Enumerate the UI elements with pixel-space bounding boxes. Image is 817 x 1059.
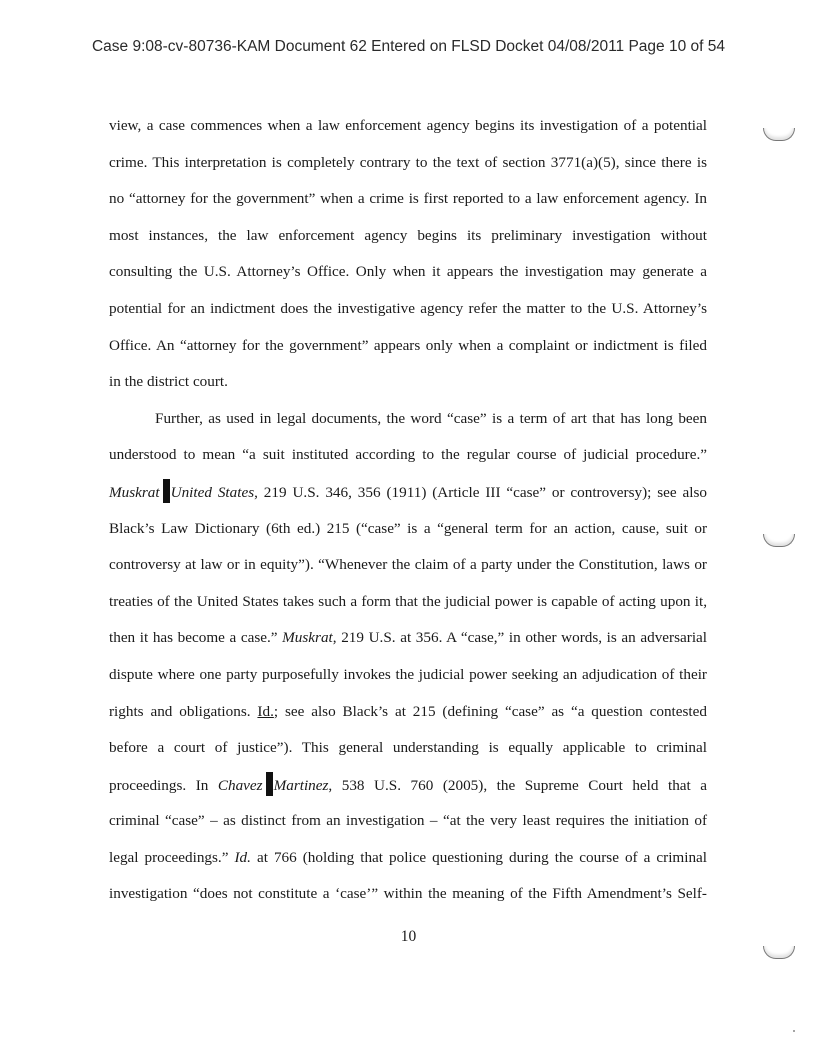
text-run: rights and obligations. — [109, 702, 258, 720]
id-citation: Id. — [234, 848, 251, 866]
body-line: consulting the U.S. Attorney’s Office. Only when it appears the investigation may generate a — [109, 263, 707, 281]
body-line: treaties of the United States takes such a form that the judicial power is capable of acting upon it, — [109, 592, 707, 610]
body-line: controversy at law or in equity”). “Whenever the claim of a party under the Constitution, laws or — [109, 556, 707, 574]
text-run: then it has become a case.” — [109, 629, 283, 647]
text-run: , 538 U.S. 760 (2005), the Supreme Court held that a — [328, 776, 708, 794]
body-line: Office. An “attorney for the government” appears only when a complaint or indictment is filed — [109, 336, 707, 354]
redaction-bar — [163, 479, 170, 503]
scan-speck — [793, 1030, 795, 1032]
body-line: in the district court. — [109, 373, 228, 391]
citation-text: , 219 U.S. 346, 356 (1911) (Article III “case” or controversy); see also — [254, 483, 707, 501]
body-line — [109, 772, 707, 809]
body-line: no “attorney for the government” when a crime is first reported to a law enforcement agency. In — [109, 190, 707, 208]
body-line: before a court of justice”). This general understanding is equally applicable to criminal — [109, 739, 707, 757]
body-line: investigation “does not constitute a ‘case’” within the meaning of the Fifth Amendment’s Self- — [109, 885, 707, 903]
redaction-bar — [266, 772, 273, 796]
body-line: most instances, the law enforcement agency begins its preliminary investigation without — [109, 226, 707, 244]
body-line: view, a case commences when a law enforcement agency begins its investigation of a potential — [109, 117, 707, 134]
punch-hole-bottom — [763, 946, 795, 959]
body-line: dispute where one party purposefully invokes the judicial power seeking an adjudication of their — [109, 665, 707, 683]
text-run: , 219 U.S. at 356. A “case,” in other words, is an adversarial — [332, 629, 707, 647]
case-name-italic: United States — [170, 483, 255, 501]
punch-hole-middle — [763, 534, 795, 547]
text-run: legal proceedings.” — [109, 848, 235, 866]
body-line: Black’s Law Dictionary (6th ed.) 215 (“case” is a “general term for an action, cause, suit or — [109, 519, 707, 537]
body-line — [109, 625, 707, 662]
text-run: proceedings. In — [109, 776, 218, 794]
docket-header: Case 9:08-cv-80736-KAM Document 62 Entered on FLSD Docket 04/08/2011 Page 10 of 54 — [91, 38, 725, 55]
id-citation: Id. — [257, 702, 274, 720]
punch-hole-top — [763, 128, 795, 141]
body-line — [109, 699, 707, 736]
case-name-italic: Martinez — [273, 776, 329, 794]
body-line: crime. This interpretation is completely contrary to the text of section 3771(a)(5), since there is — [109, 153, 707, 171]
text-run: at 766 (holding that police questioning during the course of a criminal — [250, 848, 707, 866]
body-line — [109, 479, 707, 516]
text-run: ; see also Black’s at 215 (defining “case” as “a question contested — [273, 702, 707, 720]
case-name-italic: Muskrat — [109, 483, 160, 501]
body-line: understood to mean “a suit instituted according to the regular course of judicial procedure.” — [109, 446, 707, 464]
case-name-italic: Muskrat — [282, 629, 333, 647]
page-number: 10 — [400, 928, 417, 945]
body-line — [109, 845, 707, 882]
body-line: Further, as used in legal documents, the word “case” is a term of art that has long been — [155, 409, 707, 427]
body-line: potential for an indictment does the investigative agency refer the matter to the U.S. Attorney’s — [109, 299, 707, 317]
case-name-italic: Chavez — [217, 776, 263, 794]
document-body — [109, 113, 707, 918]
body-line: criminal “case” – as distinct from an investigation – “at the very least requires the initiation of — [109, 812, 707, 830]
